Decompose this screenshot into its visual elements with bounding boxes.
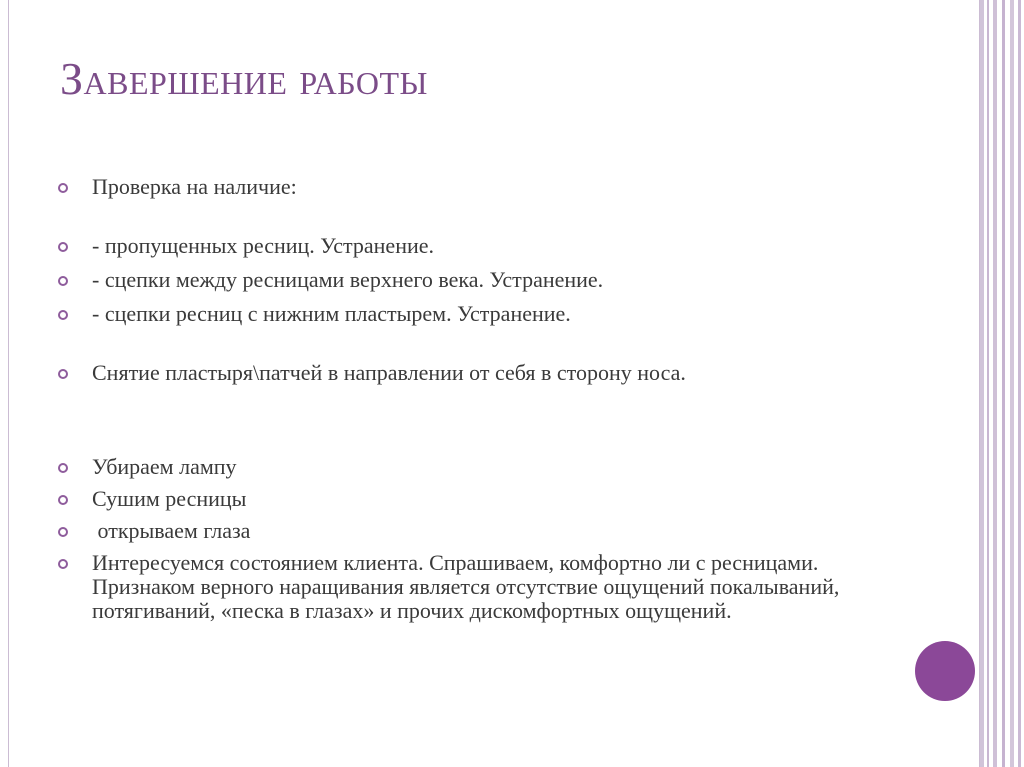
item-text: Сушим ресницы xyxy=(92,486,247,511)
stripe xyxy=(987,0,989,767)
circle-bullet-icon xyxy=(58,369,68,379)
circle-bullet-icon xyxy=(58,559,68,569)
circle-bullet-icon xyxy=(58,183,68,193)
slide-title: Завершение работы xyxy=(60,53,428,104)
item-text: - сцепки ресниц с нижним пластырем. Устранение. xyxy=(92,301,571,326)
list-item xyxy=(58,519,898,543)
list-item xyxy=(58,302,898,326)
list-item xyxy=(58,361,898,385)
list-item xyxy=(58,487,898,511)
list-item xyxy=(58,234,898,258)
decorative-stripes xyxy=(980,0,1024,767)
item-text: Снятие пластыря\патчей в направлении от себя в сторону носа. xyxy=(92,360,686,385)
list-item xyxy=(58,455,898,479)
stripe xyxy=(993,0,997,767)
circle-bullet-icon xyxy=(58,463,68,473)
stripe xyxy=(1002,0,1005,767)
item-text: Интересуемся состоянием клиента. Спрашиваем, комфортно ли с ресницами. Признаком верного наращивания является отсутствие ощущений покалываний, потягиваний, «песка в глазах» и прочих дискомфортных ощущений. xyxy=(92,550,840,623)
circle-bullet-icon xyxy=(58,310,68,320)
list-item xyxy=(58,268,898,292)
circle-bullet-icon xyxy=(58,242,68,252)
item-text: Проверка на наличие: xyxy=(92,174,297,199)
item-text: - сцепки между ресницами верхнего века. Устранение. xyxy=(92,267,604,292)
stripe xyxy=(980,0,984,767)
item-text: открываем глаза xyxy=(92,518,251,543)
list-item xyxy=(58,551,898,623)
item-text: - пропущенных ресниц. Устранение. xyxy=(92,233,434,258)
circle-bullet-icon xyxy=(58,527,68,537)
list-item xyxy=(58,175,898,199)
decorative-circle xyxy=(915,641,975,701)
circle-bullet-icon xyxy=(58,495,68,505)
item-text: Убираем лампу xyxy=(92,454,237,479)
stripe xyxy=(1018,0,1021,767)
circle-bullet-icon xyxy=(58,276,68,286)
stripe xyxy=(1010,0,1014,767)
bullet-list xyxy=(58,175,898,623)
